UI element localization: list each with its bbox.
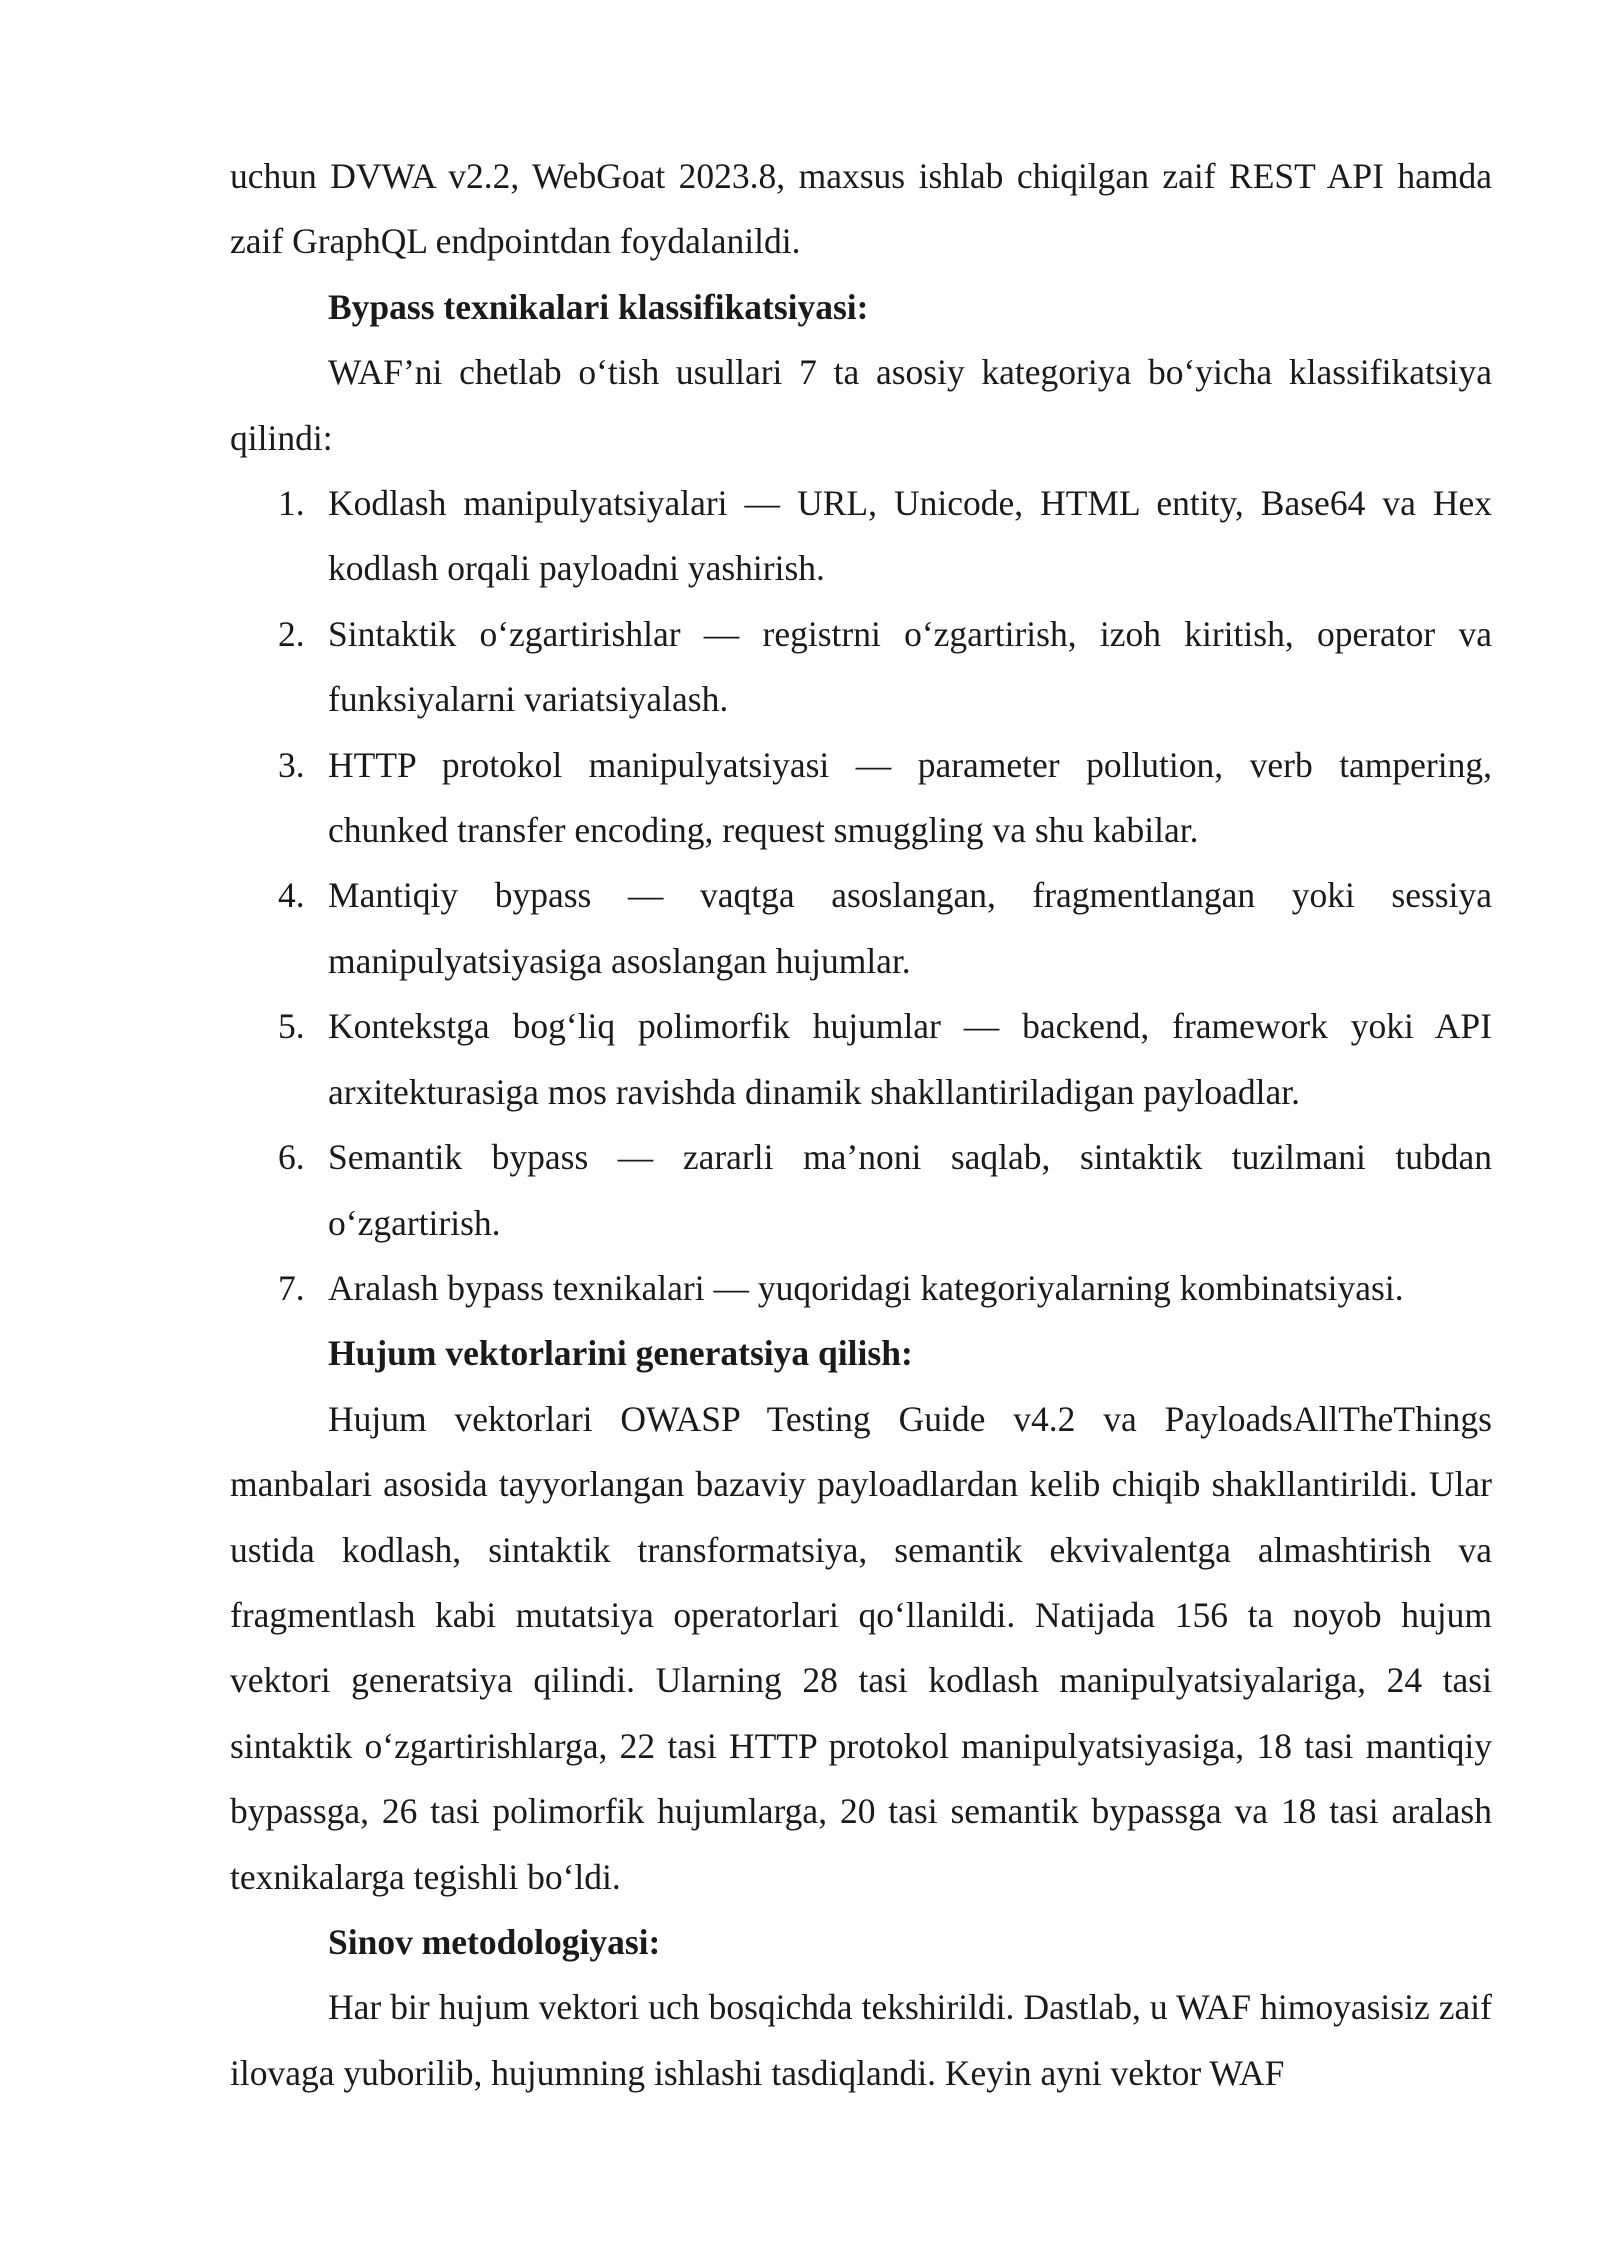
list-item-text: Mantiqiy bypass — vaqtga asoslangan, fragmentlangan yoki sessiya manipulyatsiyasiga asoslangan hujumlar. (328, 875, 1492, 981)
list-item-text: HTTP protokol manipulyatsiyasi — parameter pollution, verb tampering, chunked transfer encoding, request smuggling va shu kabilar. (328, 744, 1492, 851)
bypass-categories-list (230, 471, 1492, 1321)
list-item-number: 7. (278, 1267, 305, 1308)
document-page (230, 144, 1492, 2106)
list-item-number: 1. (278, 483, 305, 524)
list-item-number: 5. (278, 1006, 305, 1047)
list-item-text: Kontekstga bog‘liq polimorfik hujumlar — backend, framework yoki API arxitekturasiga mos ravishda dinamik shakllantiriladigan payloadlar. (328, 1006, 1492, 1112)
bypass-intro-paragraph: WAF’ni chetlab o‘tish usullari 7 ta asosiy kategoriya bo‘yicha klassifikatsiya qilindi: (230, 352, 1492, 458)
list-item-text: Aralash bypass texnikalari — yuqoridagi kategoriyalarning kombinatsiyasi. (328, 1267, 1404, 1308)
heading-attack-vectors: Hujum vektorlarini generatsiya qilish: (328, 1333, 913, 1374)
list-item (230, 602, 1492, 733)
list-item (230, 1125, 1492, 1256)
list-item (230, 733, 1492, 864)
list-item-number: 2. (278, 613, 305, 654)
heading-test-methodology: Sinov metodologiyasi: (328, 1921, 661, 1962)
attack-vectors-paragraph: Hujum vektorlari OWASP Testing Guide v4.2 va PayloadsAllTheThings manbalari asosida tayyorlangan bazaviy payloadlardan kelib chiqib shakllantirildi. Ular ustida kodlash, sintaktik transformatsiya, semantik ekvivalentga almashtirish va fragmentlash kabi mutatsiya operatorlari qo‘llanildi. Natijada 156 ta noyob hujum vektori generatsiya qilindi. Ularning 28 tasi kodlash manipulyatsiyalariga, 24 tasi sintaktik o‘zgartirishlarga, 22 tasi HTTP protokol manipulyatsiyasiga, 18 tasi mantiqiy bypassga, 26 tasi polimorfik hujumlarga, 20 tasi semantik bypassga va 18 tasi aralash texnikalarga tegishli bo‘ldi. (230, 1398, 1492, 1897)
list-item-number: 3. (278, 744, 305, 785)
methodology-paragraph: Har bir hujum vektori uch bosqichda tekshirildi. Dastlab, u WAF himoyasisiz zaif ilovaga yuborilib, hujumning ishlashi tasdiqlandi. Keyin ayni vektor WAF (230, 1987, 1492, 2093)
list-item-text: Kodlash manipulyatsiyalari — URL, Unicode, HTML entity, Base64 va Hex kodlash orqali payloadni yashirish. (328, 483, 1492, 589)
list-item-number: 6. (278, 1137, 305, 1178)
list-item (230, 994, 1492, 1125)
heading-bypass-classification: Bypass texnikalari klassifikatsiyasi: (328, 286, 869, 327)
list-item-number: 4. (278, 875, 305, 916)
list-item (230, 1256, 1492, 1321)
list-item (230, 863, 1492, 994)
list-item (230, 471, 1492, 602)
list-item-text: Sintaktik o‘zgartirishlar — registrni o‘zgartirish, izoh kiritish, operator va funksiyalarni variatsiyalash. (328, 613, 1492, 720)
intro-paragraph: uchun DVWA v2.2, WebGoat 2023.8, maxsus ishlab chiqilgan zaif REST API hamda zaif GraphQL endpointdan foydalanildi. (230, 156, 1492, 262)
list-item-text: Semantik bypass — zararli ma’noni saqlab, sintaktik tuzilmani tubdan o‘zgartirish. (328, 1137, 1492, 1243)
